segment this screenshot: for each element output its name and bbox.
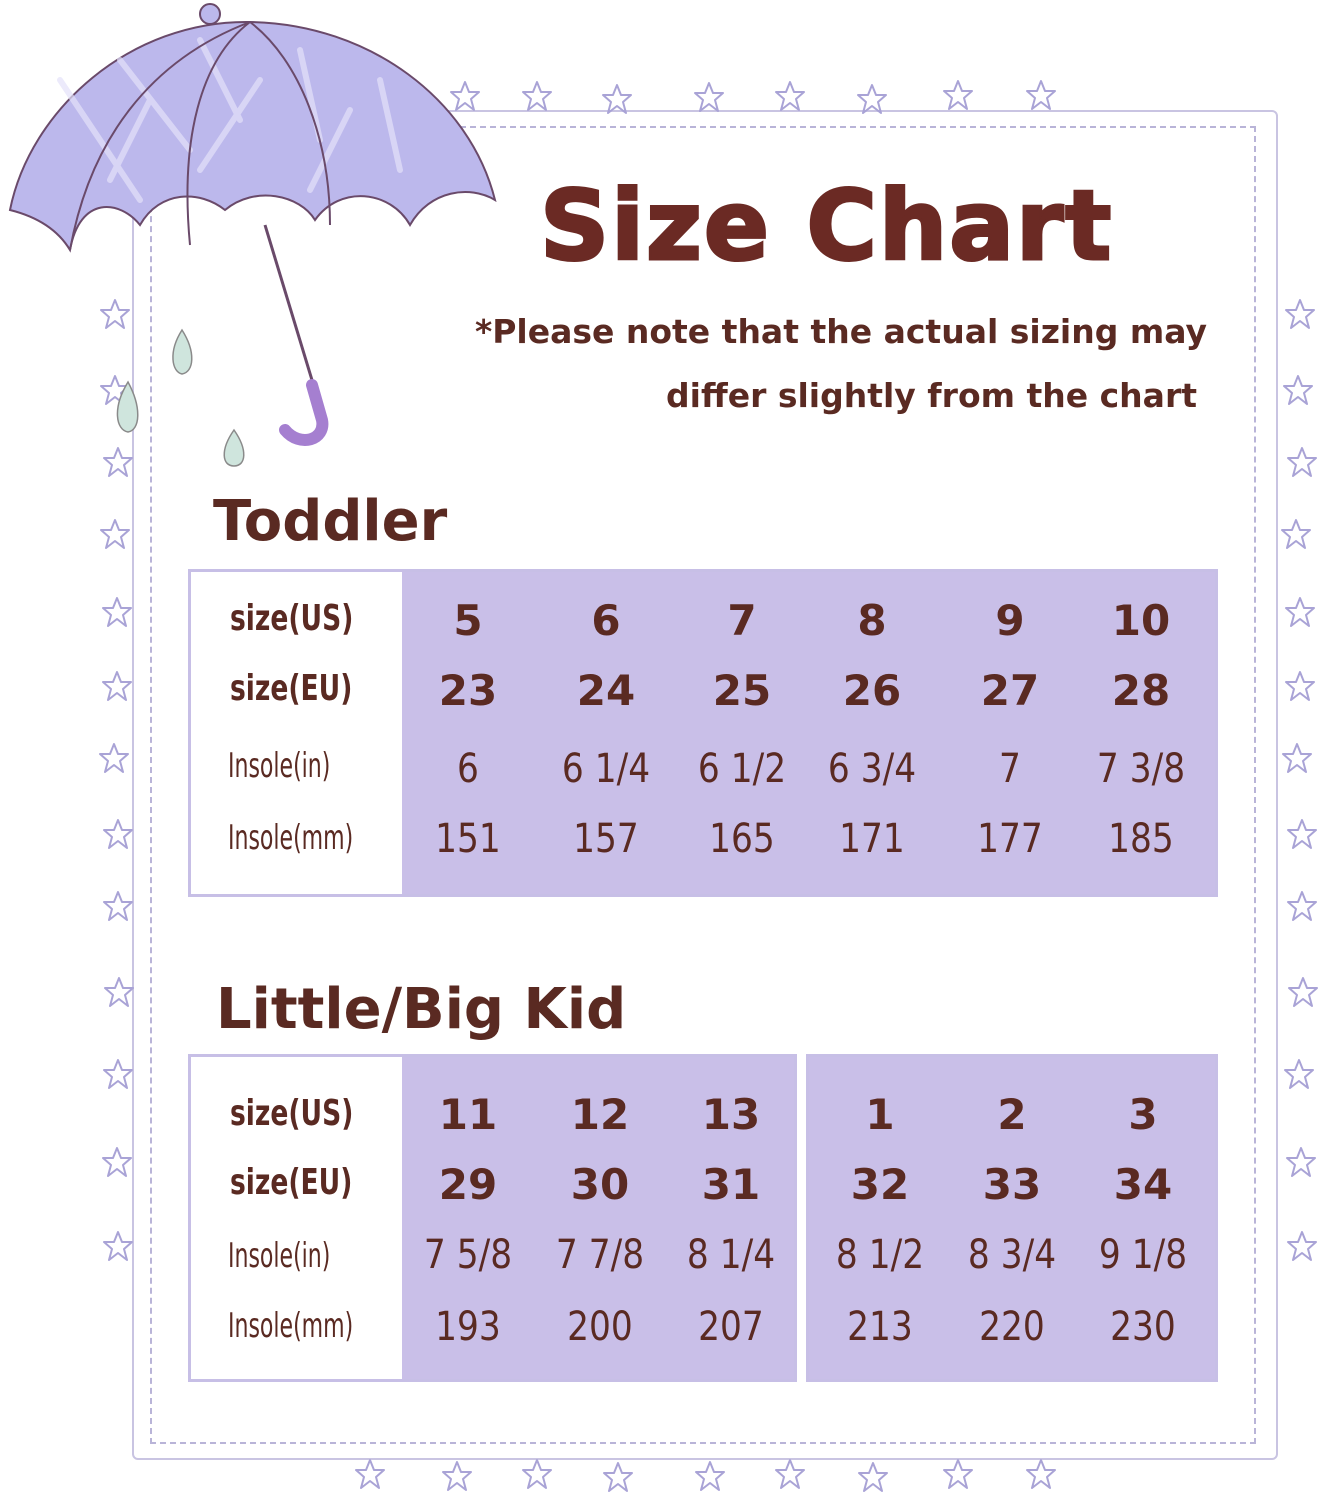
toddler-cell-eu-3: 26 (842, 666, 902, 715)
kid-cell-eu-3: 32 (850, 1160, 910, 1209)
star-icon-row-bottom (356, 1460, 1055, 1491)
toddler-heading: Toddler (213, 489, 448, 554)
kid-cell-insole-in-2: 8 1/4 (686, 1232, 776, 1278)
toddler-cell-insole-mm-2: 165 (709, 816, 775, 862)
toddler-cell-eu-2: 25 (712, 666, 772, 715)
toddler-cell-insole-in-2: 6 1/2 (697, 746, 787, 792)
kid-label-eu: size(EU) (230, 1162, 353, 1203)
kid-cell-insole-mm-5: 230 (1110, 1304, 1176, 1350)
kid-cell-insole-mm-4: 220 (979, 1304, 1045, 1350)
kid-label-insole-in: Insole(in) (228, 1236, 331, 1276)
kid-cell-insole-mm-3: 213 (847, 1304, 913, 1350)
toddler-cell-eu-0: 23 (438, 666, 498, 715)
kid-cell-eu-0: 29 (438, 1160, 498, 1209)
toddler-cell-insole-in-4: 7 (999, 746, 1021, 792)
kid-cell-eu-4: 33 (982, 1160, 1042, 1209)
toddler-cell-us-1: 6 (591, 596, 621, 645)
kid-label-insole-mm: Insole(mm) (228, 1306, 354, 1346)
toddler-cell-eu-1: 24 (576, 666, 636, 715)
kid-cell-insole-in-5: 9 1/8 (1098, 1232, 1188, 1278)
toddler-cell-insole-mm-0: 151 (435, 816, 501, 862)
kid-cell-insole-in-1: 7 7/8 (555, 1232, 645, 1278)
kid-cell-us-0: 11 (438, 1090, 498, 1139)
kid-cell-us-4: 2 (997, 1090, 1027, 1139)
star-icon-row-top (451, 81, 1055, 113)
kid-cell-us-2: 13 (701, 1090, 761, 1139)
umbrella-icon (0, 0, 520, 470)
toddler-cell-insole-in-3: 6 3/4 (827, 746, 917, 792)
kid-heading: Little/Big Kid (216, 977, 627, 1042)
toddler-cell-eu-5: 28 (1111, 666, 1171, 715)
kid-cell-us-5: 3 (1128, 1090, 1158, 1139)
kid-cell-insole-mm-2: 207 (698, 1304, 764, 1350)
toddler-label-us: size(US) (230, 598, 354, 639)
toddler-cell-us-4: 9 (995, 596, 1025, 645)
toddler-cell-us-2: 7 (727, 596, 757, 645)
toddler-cell-insole-in-0: 6 (457, 746, 479, 792)
kid-cell-eu-2: 31 (701, 1160, 761, 1209)
kid-cell-insole-mm-0: 193 (435, 1304, 501, 1350)
kid-cell-insole-in-3: 8 1/2 (835, 1232, 925, 1278)
sizing-note-line-1: *Please note that the actual sizing may (474, 312, 1207, 351)
kid-cell-insole-in-0: 7 5/8 (423, 1232, 513, 1278)
kid-cell-eu-5: 34 (1113, 1160, 1173, 1209)
toddler-label-insole-in: Insole(in) (228, 746, 331, 786)
kid-cell-eu-1: 30 (570, 1160, 630, 1209)
toddler-cell-eu-4: 27 (980, 666, 1040, 715)
page-title: Size Chart (540, 170, 1114, 282)
toddler-cell-us-3: 8 (857, 596, 887, 645)
toddler-cell-insole-mm-1: 157 (573, 816, 639, 862)
toddler-cell-insole-in-5: 7 3/8 (1096, 746, 1186, 792)
kid-cell-us-3: 1 (865, 1090, 895, 1139)
toddler-label-insole-mm: Insole(mm) (228, 818, 354, 858)
toddler-cell-us-0: 5 (453, 596, 483, 645)
kid-cell-us-1: 12 (570, 1090, 630, 1139)
toddler-label-eu: size(EU) (230, 668, 353, 709)
toddler-cell-insole-mm-5: 185 (1108, 816, 1174, 862)
kid-cell-insole-in-4: 8 3/4 (967, 1232, 1057, 1278)
sizing-note-line-2: differ slightly from the chart (666, 376, 1197, 415)
toddler-cell-insole-mm-3: 171 (839, 816, 905, 862)
star-icon-column-right (1282, 300, 1317, 1260)
kid-label-us: size(US) (230, 1093, 354, 1134)
toddler-cell-insole-mm-4: 177 (977, 816, 1043, 862)
kid-cell-insole-mm-1: 200 (567, 1304, 633, 1350)
toddler-cell-us-5: 10 (1111, 596, 1171, 645)
toddler-cell-insole-in-1: 6 1/4 (561, 746, 651, 792)
